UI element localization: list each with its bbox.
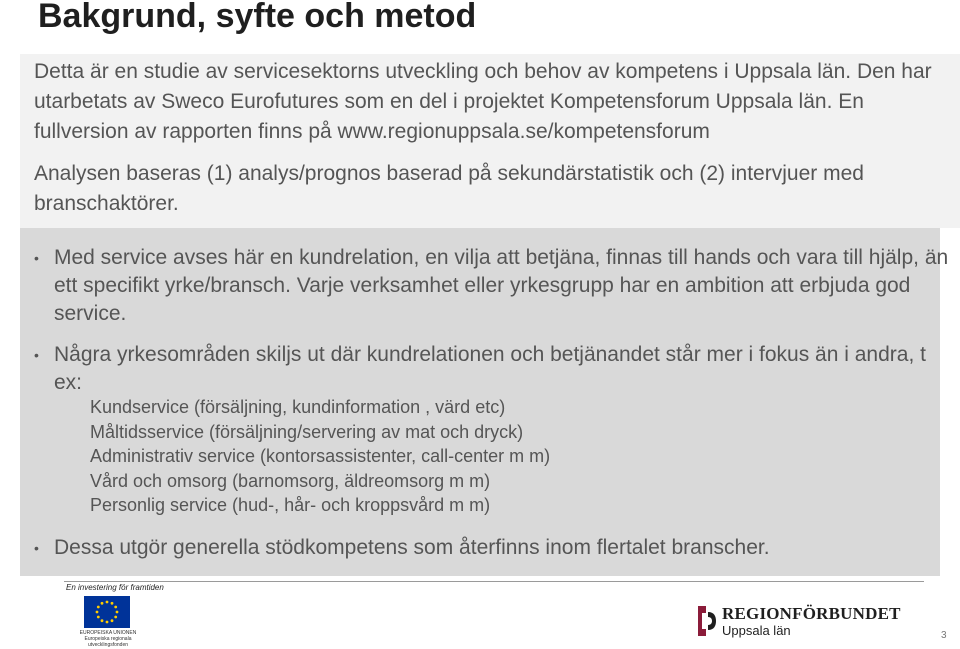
example-item: Vård och omsorg (barnomsorg, äldreomsorg m m)	[90, 470, 491, 491]
footer-divider	[64, 581, 924, 582]
footer-tagline: En investering för framtiden	[66, 583, 164, 592]
bullet-dot: •	[34, 347, 39, 363]
eu-flag-icon	[84, 596, 130, 628]
bullet-occupational-areas	[34, 341, 954, 397]
bullet-text: Med service avses här en kundrelation, en vilja att betjäna, finnas till hands och vara till hjälp, än ett specifikt yrke/bransch. Varje verksamhet eller yrkesgrupp har en ambition att erbjuda god service.	[54, 246, 949, 325]
bullet-text: Några yrkesområden skiljs ut där kundrelationen och betjänandet står mer i fokus än i andra, t ex:	[54, 343, 926, 394]
example-item: Måltidsservice (försäljning/servering av mat och dryck)	[90, 421, 524, 442]
org-name: REGIONFÖRBUNDET	[722, 604, 901, 623]
bullet-conclusion	[34, 534, 954, 562]
eu-label: EUROPEISKA UNIONEN Europeiska regionala utvecklingsfonden	[79, 630, 137, 648]
method-paragraph: Analysen baseras (1) analys/prognos baserad på sekundärstatistik och (2) intervjuer med branschaktörer.	[34, 162, 864, 215]
org-subtitle: Uppsala län	[722, 623, 791, 638]
page-number: 3	[941, 630, 947, 641]
example-item: Personlig service (hud-, hår- och kroppsvård m m)	[90, 495, 491, 515]
example-item: Kundservice (försäljning, kundinformation , värd etc)	[90, 397, 506, 417]
example-list	[90, 395, 550, 518]
bullet-text: Dessa utgör generella stödkompetens som återfinns inom flertalet branscher.	[54, 536, 770, 559]
regionforbundet-logo-icon	[694, 604, 718, 638]
slide-title: Bakgrund, syfte och metod	[38, 0, 477, 35]
bullet-dot: •	[34, 250, 39, 266]
bullet-service-definition	[34, 244, 954, 328]
bullet-dot: •	[34, 540, 39, 556]
intro-paragraph: Detta är en studie av servicesektorns utveckling och behov av kompetens i Uppsala län. Den har utarbetats av Sweco Eurofutures som en del i projektet Kompetensforum Uppsala län. En fullversion av rapporten finns på www.regionuppsala.se/kompetensforum	[34, 60, 932, 143]
example-item: Administrativ service (kontorsassistenter, call-center m m)	[90, 446, 551, 466]
